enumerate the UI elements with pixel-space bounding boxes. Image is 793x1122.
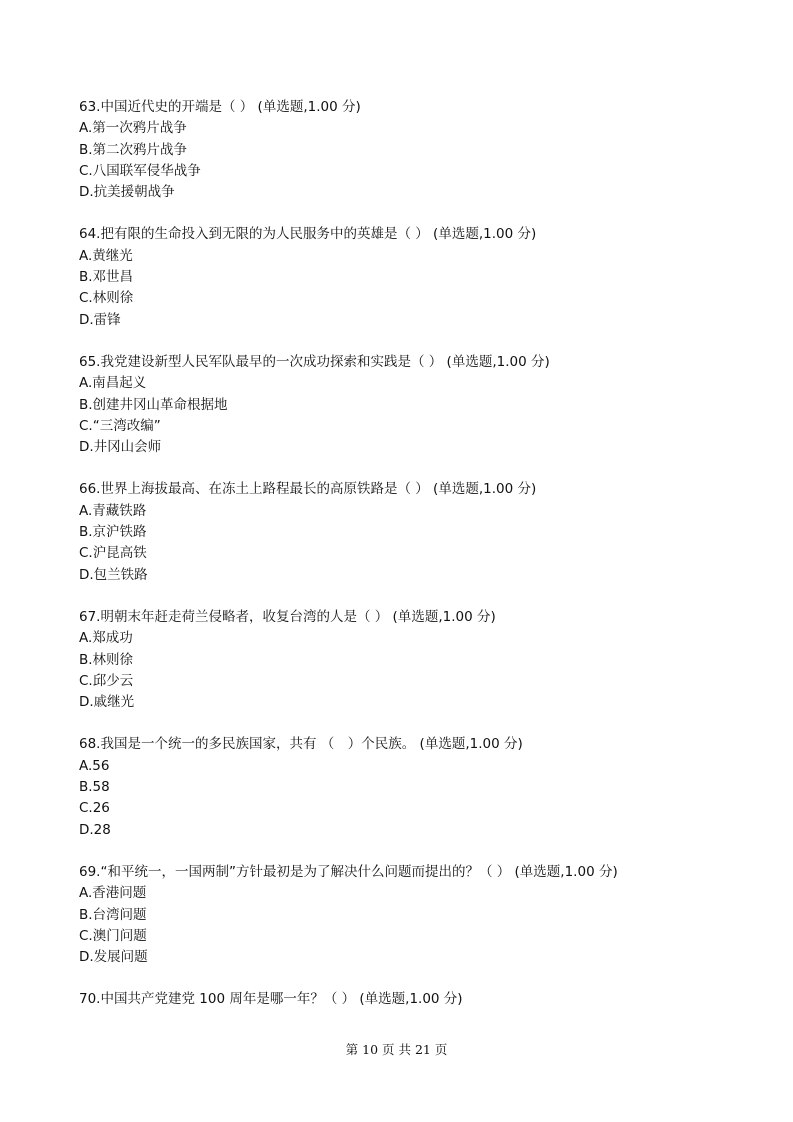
question-69	[79, 862, 739, 968]
question-title: 64.把有限的生命投入到无限的为人民服务中的英雄是（ ） (单选题,1.00 分)	[79, 226, 537, 243]
page-number-footer: 第 10 页 共 21 页	[345, 1042, 448, 1057]
option-d: D.抗美援朝战争	[79, 184, 175, 201]
option-a: A.南昌起义	[79, 375, 147, 392]
option-a: A.黄继光	[79, 247, 133, 264]
option-d: D.28	[79, 821, 111, 838]
option-a: A.青藏铁路	[79, 502, 147, 519]
option-b: B.邓世昌	[79, 269, 134, 286]
option-c: C.沪昆高铁	[79, 545, 147, 562]
option-b: B.台湾问题	[79, 906, 147, 923]
question-title: 68.我国是一个统一的多民族国家，共有 （ ）个民族。 (单选题,1.00 分)	[79, 736, 523, 753]
question-title: 69.“和平统一，一国两制”方针最初是为了解决什么问题而提出的？（ ） (单选题,1.00 分)	[79, 863, 618, 880]
option-d: D.井冈山会师	[79, 439, 162, 456]
question-title: 63.中国近代史的开端是（ ） (单选题,1.00 分)	[79, 99, 361, 115]
question-title: 70.中国共产党建党 100 周年是哪一年？（ ） (单选题,1.00 分)	[79, 991, 463, 1008]
option-a: A.第一次鸦片战争	[79, 120, 187, 137]
option-d: D.发展问题	[79, 949, 148, 966]
option-d: D.雷锋	[79, 311, 121, 328]
question-70	[79, 989, 739, 1010]
question-title: 66.世界上海拔最高、在冻土上路程最长的高原铁路是（ ） (单选题,1.00 分)	[79, 481, 537, 498]
option-c: C.澳门问题	[79, 927, 147, 944]
question-list	[79, 97, 739, 1032]
question-66	[79, 479, 739, 585]
question-title: 67.明朝末年赶走荷兰侵略者，收复台湾的人是（ ） (单选题,1.00 分)	[79, 608, 496, 625]
option-c: C.“三湾改编”	[79, 417, 161, 434]
option-c: C.八国联军侵华战争	[79, 162, 201, 179]
option-b: B.第二次鸦片战争	[79, 141, 188, 158]
question-67	[79, 607, 739, 713]
option-b: B.林则徐	[79, 651, 134, 668]
option-d: D.戚继光	[79, 694, 135, 711]
question-68	[79, 734, 739, 840]
option-c: C.林则徐	[79, 290, 134, 307]
option-d: D.包兰铁路	[79, 566, 148, 583]
option-a: A.郑成功	[79, 630, 133, 647]
option-c: C.邱少云	[79, 672, 134, 689]
option-b: B.创建井冈山革命根据地	[79, 396, 228, 413]
question-63	[79, 97, 739, 203]
question-title: 65.我党建设新型人民军队最早的一次成功探索和实践是（ ） (单选题,1.00 分)	[79, 353, 550, 370]
question-65	[79, 352, 739, 458]
option-a: A.香港问题	[79, 885, 147, 902]
question-64	[79, 224, 739, 330]
option-a: A.56	[79, 757, 110, 774]
option-c: C.26	[79, 800, 110, 817]
option-b: B.58	[79, 779, 110, 796]
option-b: B.京沪铁路	[79, 524, 147, 541]
